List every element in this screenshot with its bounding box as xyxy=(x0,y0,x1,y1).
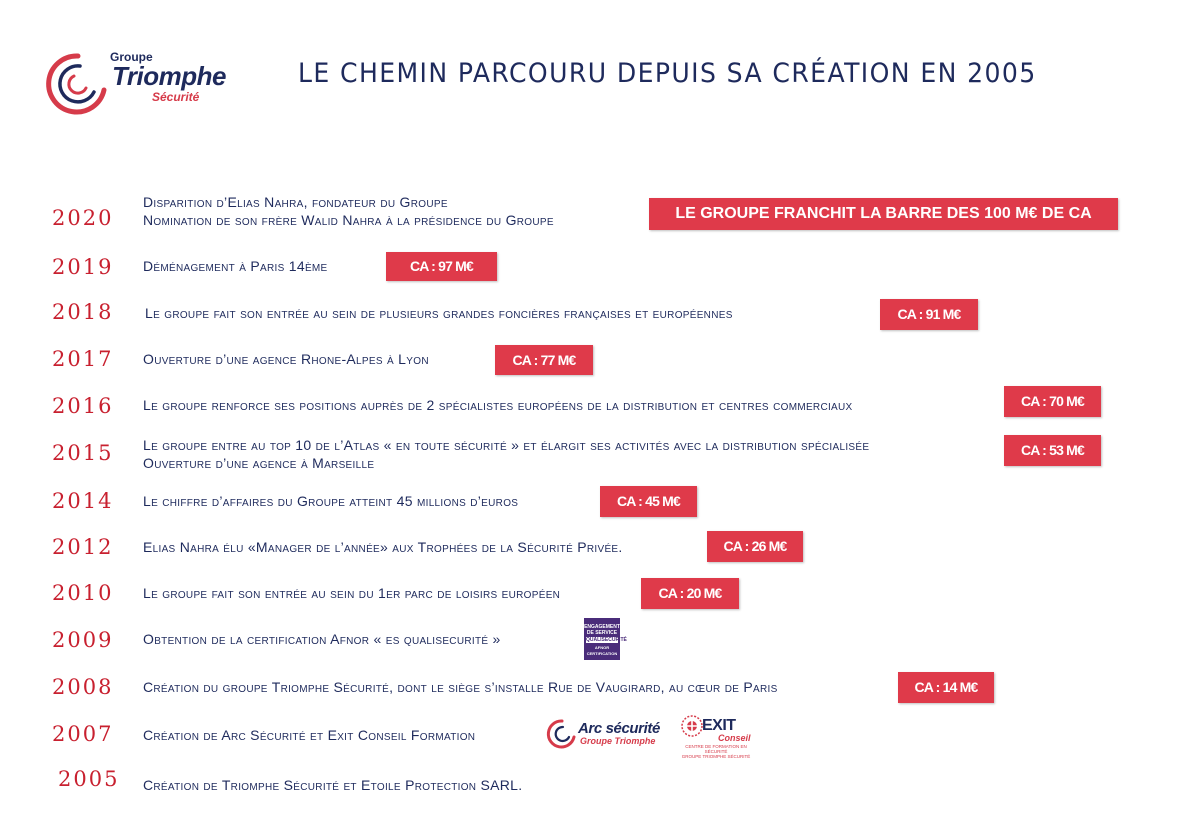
timeline-description-line: Obtention de la certification Afnor « es qualisecurité » xyxy=(143,631,501,647)
timeline-description xyxy=(143,350,429,368)
logo-groupe-text: Groupe xyxy=(110,50,153,64)
page-title: LE CHEMIN PARCOURU DEPUIS SA CRÉATION EN 2005 xyxy=(298,58,1037,89)
timeline-year: 2015 xyxy=(52,441,114,465)
timeline-description-line: Déménagement à Paris 14ème xyxy=(143,258,328,274)
timeline-description-line: Création du groupe Triomphe Sécurité, dont le siège s’installe Rue de Vaugirard, au cœur de Paris xyxy=(143,679,778,695)
timeline-description-line: Elias Nahra élu «Manager de l’année» aux Trophées de la Sécurité Privée. xyxy=(143,539,623,555)
afnor-line3: AFNOR CERTIFICATION xyxy=(586,645,618,656)
revenue-badge: CA : 70 M€ xyxy=(1004,386,1101,417)
milestone-banner: LE GROUPE FRANCHIT LA BARRE DES 100 M€ DE CA xyxy=(649,198,1118,230)
timeline-year: 2018 xyxy=(52,300,114,324)
timeline-year: 2005 xyxy=(58,767,120,791)
timeline-description xyxy=(143,678,778,696)
timeline-description xyxy=(145,304,733,322)
exit-conseil-logo xyxy=(680,713,752,759)
revenue-badge: CA : 91 M€ xyxy=(880,299,978,330)
timeline-year: 2017 xyxy=(52,347,114,371)
timeline-description-line: Création de Triomphe Sécurité et Etoile Protection SARL. xyxy=(143,777,523,793)
afnor-line1: ENGAGEMENT DE SERVICE xyxy=(584,624,620,636)
revenue-badge: CA : 77 M€ xyxy=(495,345,593,375)
timeline-year: 2016 xyxy=(52,394,114,418)
revenue-badge: CA : 20 M€ xyxy=(641,578,739,609)
revenue-badge: CA : 26 M€ xyxy=(707,531,803,562)
timeline-year: 2010 xyxy=(52,581,114,605)
timeline-year: 2008 xyxy=(52,675,114,699)
revenue-badge: CA : 45 M€ xyxy=(600,486,697,517)
timeline-description xyxy=(143,630,501,648)
timeline-year: 2009 xyxy=(52,628,114,652)
timeline-year: 2012 xyxy=(52,535,114,559)
revenue-badge: CA : 97 M€ xyxy=(386,252,497,281)
afnor-certification-logo xyxy=(584,618,627,664)
timeline-description-line: Création de Arc Sécurité et Exit Conseil Formation xyxy=(143,727,476,743)
triomphe-logo xyxy=(44,46,254,118)
timeline-description xyxy=(143,584,560,602)
exit-logo-tagline-1: CENTRE DE FORMATION EN SÉCURITÉ xyxy=(685,744,747,754)
timeline-description-line: Le groupe fait son entrée au sein du 1er parc de loisirs européen xyxy=(143,585,561,601)
exit-logo-subtitle: Conseil xyxy=(718,733,751,743)
timeline-description-line: Ouverture d’une agence Rhone-Alpes à Lyon xyxy=(143,351,429,367)
timeline-description xyxy=(143,726,475,744)
arc-logo-name: Arc sécurité xyxy=(578,720,660,737)
timeline-description-line: Nomination de son frère Walid Nahra à la présidence du Groupe xyxy=(143,212,554,228)
timeline-description xyxy=(143,436,869,472)
arc-logo-subtitle: Groupe Triomphe xyxy=(580,736,656,746)
arc-securite-logo xyxy=(546,716,668,752)
logo-name: Triomphe xyxy=(112,61,226,91)
exit-logo-name: EXIT xyxy=(702,717,736,734)
timeline-description xyxy=(143,396,853,414)
timeline-description-line: Le chiffre d’affaires du Groupe atteint 45 millions d’euros xyxy=(143,493,519,509)
timeline-description xyxy=(143,492,518,510)
timeline-description xyxy=(143,257,328,275)
exit-logo-tagline xyxy=(680,744,752,759)
revenue-badge: CA : 14 M€ xyxy=(898,672,994,703)
timeline-year: 2020 xyxy=(52,206,114,230)
swirl-icon xyxy=(546,718,578,750)
timeline-year: 2019 xyxy=(52,255,114,279)
afnor-line2: QUALISÉCURITÉ xyxy=(586,637,627,643)
timeline-description-line: Le groupe entre au top 10 de l’Atlas « en toute sécurité » et élargit ses activités avec la distribution spécialisée xyxy=(143,437,870,453)
emblem-icon xyxy=(680,713,704,741)
swirl-icon xyxy=(44,50,112,118)
exit-logo-tagline-2: GROUPE TRIOMPHE SÉCURITÉ xyxy=(681,754,751,759)
timeline-year: 2014 xyxy=(52,489,114,513)
revenue-badge: CA : 53 M€ xyxy=(1004,435,1101,466)
timeline-description-line: Disparition d’Elias Nahra, fondateur du Groupe xyxy=(143,194,448,210)
timeline-description xyxy=(143,538,623,556)
logo-subtitle: Sécurité xyxy=(152,90,200,104)
timeline-description-line: Le groupe fait son entrée au sein de plusieurs grandes foncières françaises et européennes xyxy=(145,305,733,321)
timeline-year: 2007 xyxy=(52,722,114,746)
afnor-line4: www.afnor.org xyxy=(588,659,616,664)
timeline-description-line: Ouverture d’une agence à Marseille xyxy=(143,455,375,471)
timeline-description xyxy=(143,193,554,229)
timeline-description xyxy=(143,776,522,794)
timeline-description-line: Le groupe renforce ses positions auprès de 2 spécialistes européens de la distribution et centres commerciaux xyxy=(143,397,853,413)
